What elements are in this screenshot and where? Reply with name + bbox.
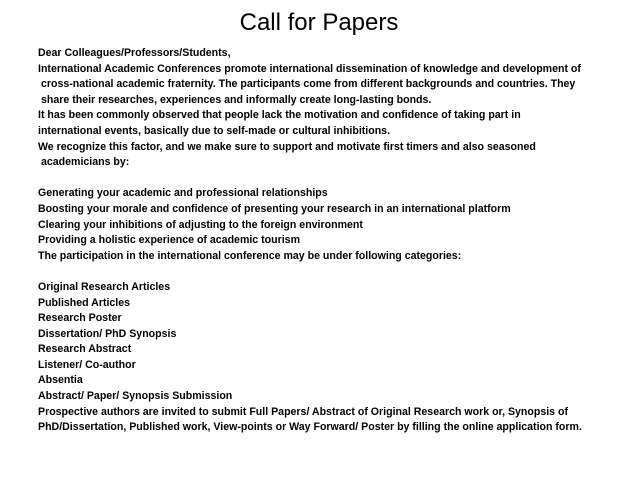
intro-line: international events, basically due to self-made or cultural inhibitions. (38, 124, 391, 137)
page-title: Call for Papers (239, 9, 399, 36)
category-line: Published Articles (38, 296, 131, 309)
category-line: PhD/Dissertation, Published work, View-points or Way Forward/ Poster by filling the online application form. (38, 421, 582, 434)
benefit-line: Providing a holistic experience of academic tourism (38, 234, 300, 247)
intro-line: It has been commonly observed that people lack the motivation and confidence of taking part in (38, 109, 521, 122)
benefit-line: The participation in the international conference may be under following categories: (38, 249, 462, 262)
category-line: Absentia (38, 374, 83, 387)
benefit-line: Boosting your morale and confidence of presenting your research in an international platform (38, 202, 511, 215)
category-line: Prospective authors are invited to submit Full Papers/ Abstract of Original Research work or, Synopsis of (38, 405, 569, 418)
paragraph-spacer (38, 264, 634, 280)
paragraph-spacer (38, 171, 634, 187)
category-line: Research Abstract (38, 343, 132, 356)
category-line: Dissertation/ PhD Synopsis (38, 327, 177, 340)
body-text (38, 46, 634, 436)
intro-line: cross-national academic fraternity. The participants come from different backgrounds and countries. They (41, 78, 576, 91)
intro-line: We recognize this factor, and we make sure to support and motivate first timers and also seasoned (38, 140, 536, 153)
category-line: Abstract/ Paper/ Synopsis Submission (38, 390, 233, 403)
category-line: Original Research Articles (38, 280, 171, 293)
intro-line: International Academic Conferences promote international dissemination of knowledge and development of (38, 62, 581, 75)
category-line: Listener/ Co-author (38, 358, 136, 371)
benefit-line: Clearing your inhibitions of adjusting to the foreign environment (38, 218, 363, 231)
intro-line: share their researches, experiences and informally create long-lasting bonds. (41, 93, 432, 106)
intro-line: Dear Colleagues/Professors/Students, (38, 47, 231, 59)
category-line: Research Poster (38, 312, 122, 325)
intro-line: academicians by: (41, 156, 130, 169)
benefit-line: Generating your academic and professional relationships (38, 187, 328, 200)
